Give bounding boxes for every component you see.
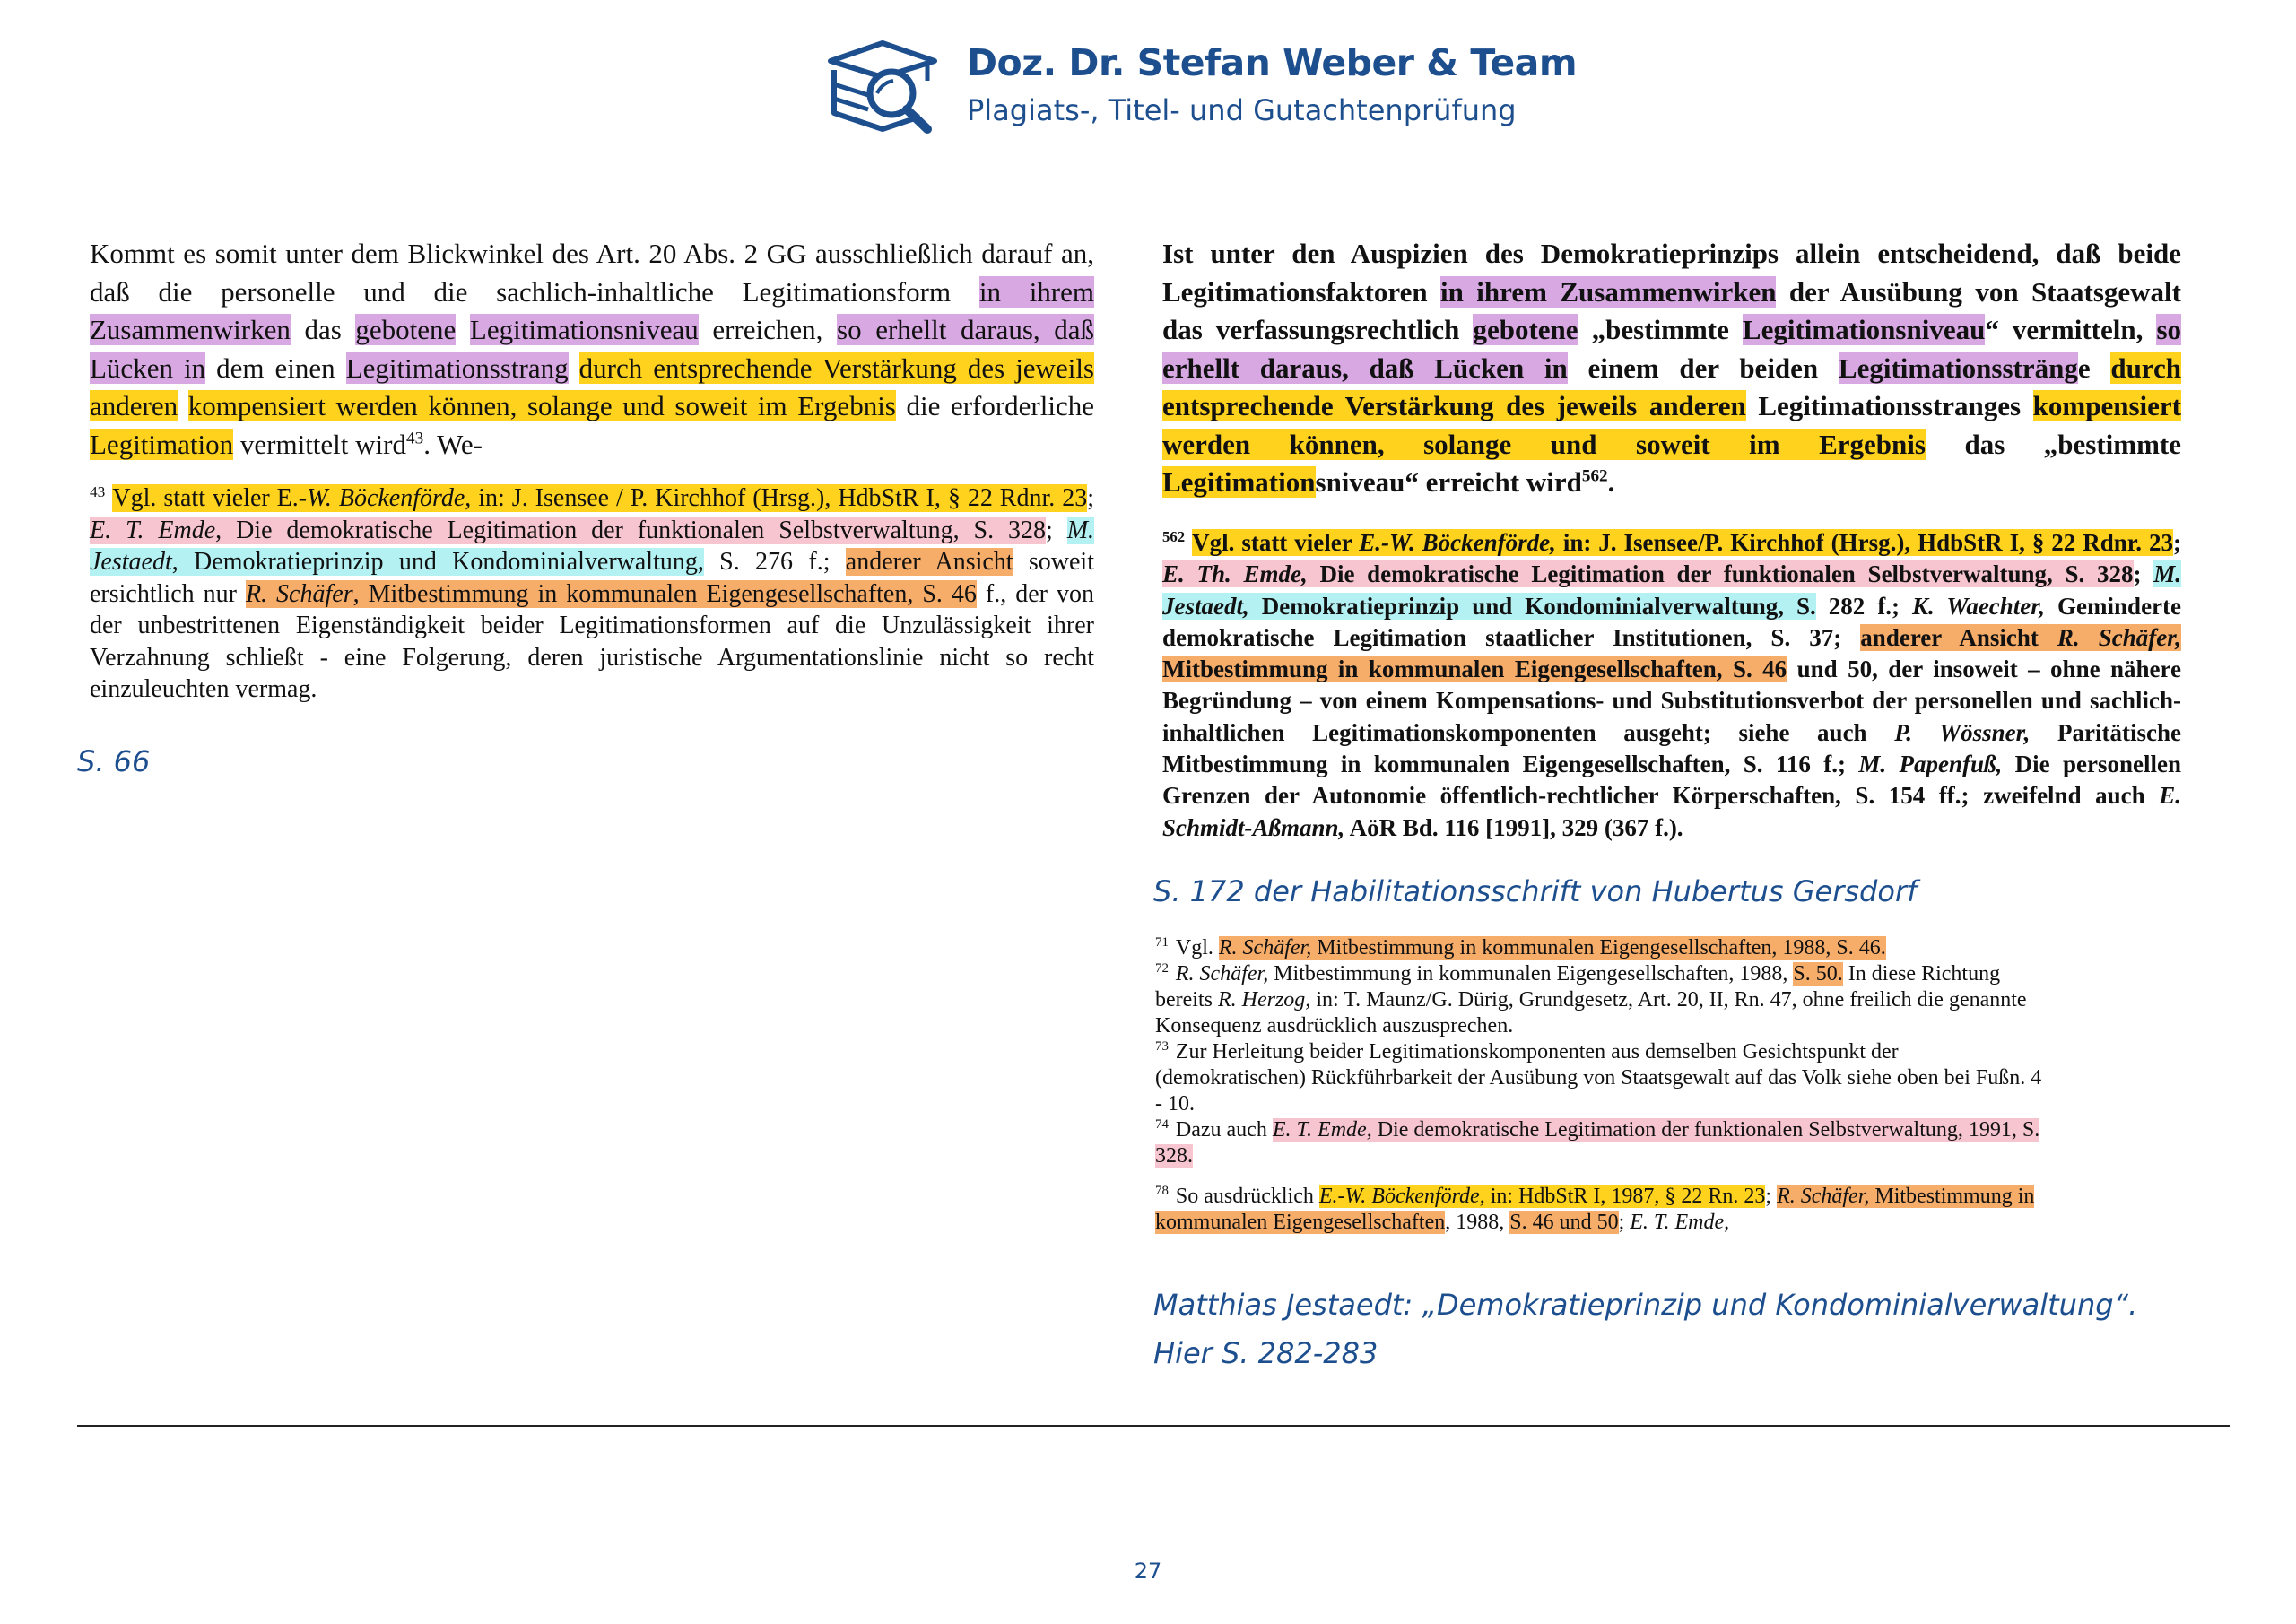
left-main-paragraph: [90, 235, 1094, 464]
text: ;: [1046, 516, 1067, 544]
text: soweit ersichtlich nur: [90, 548, 1094, 608]
text: “ vermitteln,: [1985, 314, 2157, 345]
text: Mitbestimmung in kommunalen Eigengesellschaften, 1988,: [1268, 962, 1794, 986]
text: die erforderliche: [895, 390, 1094, 421]
author: E.-W. Böckenförde,: [1318, 1185, 1485, 1208]
footnote-74: [1155, 1117, 2052, 1169]
author: E. Th. Emde,: [1162, 560, 1308, 588]
highlight-yellow: [112, 484, 1087, 512]
author: R. Schäfer: [245, 579, 353, 608]
text: in: HdbStR I, 1987, § 22 Rn. 23: [1484, 1185, 1766, 1208]
text: Ist unter den Auspizien des Demokratieprinzips allein entscheidend, daß beide Legitimationsfaktoren: [1162, 238, 2181, 308]
text: vermittelt wird: [233, 428, 406, 460]
text: So ausdrücklich: [1175, 1185, 1319, 1208]
text: „bestimmte: [1578, 314, 1743, 345]
author: R. Herzog,: [1217, 988, 1311, 1012]
highlight-purple: gebotene: [355, 314, 457, 345]
highlight-yellow: Legitimation: [1162, 466, 1316, 498]
header: [823, 34, 1631, 142]
footnote-number: 78: [1155, 1184, 1169, 1198]
text: Demokratieprinzip und Kondominialverwaltung, S.: [1248, 592, 1816, 620]
author: M. Jestaedt,: [1162, 560, 2182, 620]
caption-gersdorf: S. 172 der Habilitationsschrift von Hubertus Gersdorf: [1153, 874, 1918, 908]
text: Zur Herleitung beider Legitimationskomponenten aus demselben Gesichtspunkt der (demokratischen) Rückführbarkeit der Ausübung von Staatsgewalt auf das Volk siehe oben bei Fußn. 4 - 10.: [1155, 1040, 2042, 1116]
footnote-number: 72: [1155, 961, 1169, 976]
text: , Demokratieprinzip und Kondominialverwaltung,: [171, 548, 704, 576]
highlight-orange: anderer Ansicht: [845, 548, 1013, 576]
highlight-purple: so erhellt daraus, daß Lücken in: [90, 314, 1095, 384]
author: K. Waechter,: [1912, 592, 2046, 620]
highlight-purple: so erhellt daraus, daß Lücken in: [1162, 314, 2182, 384]
text: , in: J. Isensee / P. Kirchhof (Hrsg.), HdbStR I, § 22 Rdnr. 23: [465, 484, 1088, 512]
text: ;: [1765, 1185, 1778, 1208]
highlight-yellow: [1192, 529, 2173, 556]
footnote-ref: 562: [1581, 466, 1608, 486]
text: . We-: [423, 428, 483, 460]
author: E.-W. Böckenförde,: [1359, 529, 1556, 556]
text: .: [1607, 466, 1615, 498]
text: das: [290, 314, 356, 345]
highlight-yellow: [1319, 1185, 1766, 1208]
footnote-number: 71: [1155, 935, 1169, 950]
footnote-78: [1155, 1184, 2052, 1236]
footnote-number: 43: [90, 482, 106, 500]
footnote-71: [1155, 935, 2052, 961]
text: ;: [2172, 529, 2181, 556]
highlight-purple: Legitimationsstrang: [345, 352, 569, 384]
footnote-number: 74: [1155, 1117, 1169, 1132]
highlight-purple: in ihrem Zusammenwirken: [1440, 275, 1777, 308]
highlight-pink: [1155, 1118, 2039, 1168]
text: in: J. Isensee/P. Kirchhof (Hrsg.), HdbStR I, § 22 Rdnr. 23: [1555, 529, 2173, 556]
text: f., der von der unbestrittenen Eigenständigkeit beider Legitimationsformen auf die Unzulässigkeit ihrer Verzahnung schließt - eine Folgerung, deren juristische Argumentationslinie nicht so recht einzuleuchten vermag.: [90, 579, 1095, 703]
highlight-pink: [1162, 560, 2134, 587]
text: In diese Richtung bereits: [1155, 962, 2001, 1012]
author: E. T. Emde,: [1272, 1118, 1372, 1142]
text: S. 276 f.;: [703, 548, 846, 576]
author: R. Schäfer,: [1218, 936, 1312, 960]
author: E. T. Emde: [90, 516, 216, 544]
highlight-yellow: Legitimation: [90, 428, 234, 460]
text: Vgl.: [1175, 936, 1219, 960]
highlight-orange: [246, 580, 977, 608]
text: dem einen: [205, 352, 346, 384]
caption-left: S. 66: [77, 744, 151, 778]
text: [178, 390, 188, 421]
text: einem der beiden: [1567, 352, 1839, 384]
text: , 1988,: [1445, 1211, 1510, 1234]
footnote-number: 73: [1155, 1039, 1169, 1054]
brand-name: Doz. Dr. Stefan Weber & Team: [967, 41, 1578, 84]
text: [569, 352, 579, 384]
text: Geminderte demokratische Legitimation staatlicher Institutionen, S. 37;: [1162, 592, 2182, 651]
caption-jestaedt: Matthias Jestaedt: „Demokratieprinzip und Kondominialverwaltung“. Hier S. 282-283: [1153, 1288, 2138, 1370]
text: anderer Ansicht: [1860, 623, 2057, 651]
author: R. Schäfer,: [1175, 962, 1269, 986]
page-number: 27: [1134, 1559, 1162, 1584]
highlight-yellow: kompensiert werden können, solange und soweit im Ergebnis: [187, 390, 896, 421]
author: E. Schmidt-Aßmann,: [1162, 782, 2181, 841]
highlight-purple: Legitimationsniveau: [1742, 314, 1986, 345]
text: Die personellen Grenzen der Autonomie öffentlich-rechtlicher Körperschaften, S. 154 ff.; zweifelnd auch: [1162, 751, 2182, 810]
text: in: T. Maunz/G. Dürig, Grundgesetz, Art. 20, II, Rn. 47, ohne freilich die genannte Konsequenz ausdrücklich auszusprechen.: [1155, 988, 2027, 1038]
highlight-pink: [90, 517, 1046, 544]
highlight-orange: S. 46 und 50: [1509, 1211, 1619, 1234]
text: der Ausübung von Staatsgewalt das verfassungsrechtlich: [1162, 275, 2181, 345]
text: sniveau“ erreicht wird: [1315, 466, 1582, 498]
footnote-73: [1155, 1039, 2052, 1117]
text: Paritätische Mitbestimmung in kommunalen Eigengesellschaften, S. 116 f.;: [1162, 718, 2182, 778]
book-magnifier-logo-icon: [823, 38, 942, 135]
brand-subtitle: Plagiats-, Titel- und Gutachtenprüfung: [967, 93, 1517, 127]
left-footnote-43: [90, 482, 1094, 706]
footer-divider: [77, 1425, 2230, 1427]
highlight-purple: Legitimationssträng: [1838, 352, 2078, 384]
text: erreichen,: [698, 314, 838, 345]
text: Vgl. statt vieler E.-: [112, 484, 308, 512]
right-main-paragraph: [1162, 235, 2181, 502]
highlight-yellow: durch entsprechende Verstärkung des jeweils anderen: [90, 352, 1094, 421]
author: W. Böckenförde: [307, 484, 465, 512]
highlight-purple: Legitimationsniveau: [469, 314, 699, 345]
text: Mitbestimmung in kommunalen Eigengesellschaften, S. 46: [1162, 656, 1787, 683]
highlight-yellow: kompensiert werden können, solange und soweit im Ergebnis: [1162, 390, 2181, 460]
text: ;: [2133, 560, 2154, 588]
author: M. Jestaedt: [90, 516, 1095, 576]
text: Dazu auch: [1175, 1118, 1273, 1142]
highlight-orange: [1219, 936, 1886, 960]
author: R. Schäfer,: [1777, 1185, 1870, 1208]
highlight-yellow: durch entsprechende Verstärkung des jeweils anderen: [1162, 352, 2182, 421]
text: Kommt es somit unter dem Blickwinkel des Art. 20 Abs. 2 GG ausschließlich darauf an, daß die personelle und die sachlich-inhaltliche Legitimationsform: [90, 238, 1094, 308]
jestaedt-footnotes: [1155, 935, 2052, 1236]
highlight-purple: gebotene: [1473, 314, 1578, 345]
highlight-orange: S. 50.: [1793, 962, 1843, 986]
text: Legitimationsstranges: [1745, 390, 2033, 421]
text: , Die demokratische Legitimation der funktionalen Selbstverwaltung, S. 328: [215, 516, 1046, 544]
text: AöR Bd. 116 [1991], 329 (367 f.).: [1344, 813, 1683, 841]
text: Die demokratische Legitimation der funktionalen Selbstverwaltung, 1991, S. 328.: [1155, 1118, 2040, 1168]
author: R. Schäfer,: [2057, 623, 2181, 651]
highlight-purple: in ihrem Zusammenwirken: [90, 275, 1094, 345]
author: P. Wössner,: [1894, 718, 2031, 746]
text: e: [2077, 352, 2111, 384]
text: Mitbestimmung in kommunalen Eigengesellschaften, 1988, S. 46.: [1311, 936, 1886, 960]
footnote-ref: 43: [405, 429, 424, 448]
spacer: [1155, 1169, 2052, 1184]
text: Vgl. statt vieler: [1192, 529, 1360, 556]
text: ;: [1618, 1211, 1631, 1234]
text: Mitbestimmung in kommunalen Eigengesellschaften: [1155, 1185, 2035, 1234]
text: , Mitbestimmung in kommunalen Eigengesellschaften, S. 46: [352, 579, 977, 608]
text: [456, 314, 470, 345]
text: 282 f.;: [1815, 592, 1913, 620]
footnote-72: [1155, 961, 2052, 1039]
text: Die demokratische Legitimation der funktionalen Selbstverwaltung, S. 328: [1307, 560, 2134, 588]
text: und 50, der insoweit – ohne nähere Begründung – von einem Kompensations- und Substitutionsverbot der personellen und sachlich-inhaltlichen Legitimationskomponenten ausgeht; siehe auch: [1162, 656, 2181, 746]
text: ;: [1087, 484, 1095, 512]
text: das „bestimmte: [1925, 428, 2181, 460]
author: M. Papenfuß,: [1858, 751, 2003, 778]
author: E. T. Emde,: [1630, 1211, 1730, 1234]
right-footnote-562: [1162, 527, 2181, 844]
footnote-number: 562: [1162, 528, 1186, 545]
